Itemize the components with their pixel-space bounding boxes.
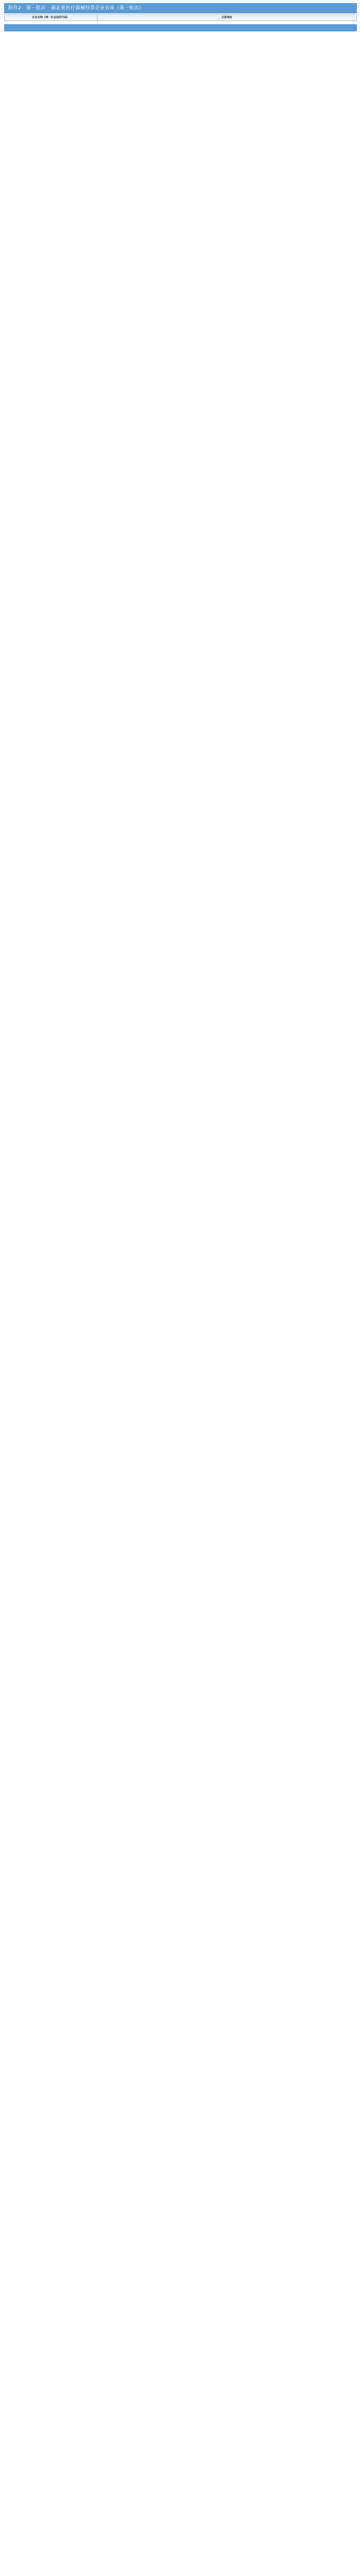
document-page (0, 0, 361, 37)
column-header-name: 企业名称（统一社会信用代码） (5, 15, 97, 21)
company-table (4, 14, 357, 21)
document-title: 附件2：第一批次 · 湖北省医疗器械经营企业名单（第一批次） (8, 6, 144, 11)
column-header-address: 注册地址 (97, 15, 357, 21)
footer-bar (4, 24, 357, 31)
title-banner (4, 3, 357, 13)
table-header-row (5, 15, 357, 21)
